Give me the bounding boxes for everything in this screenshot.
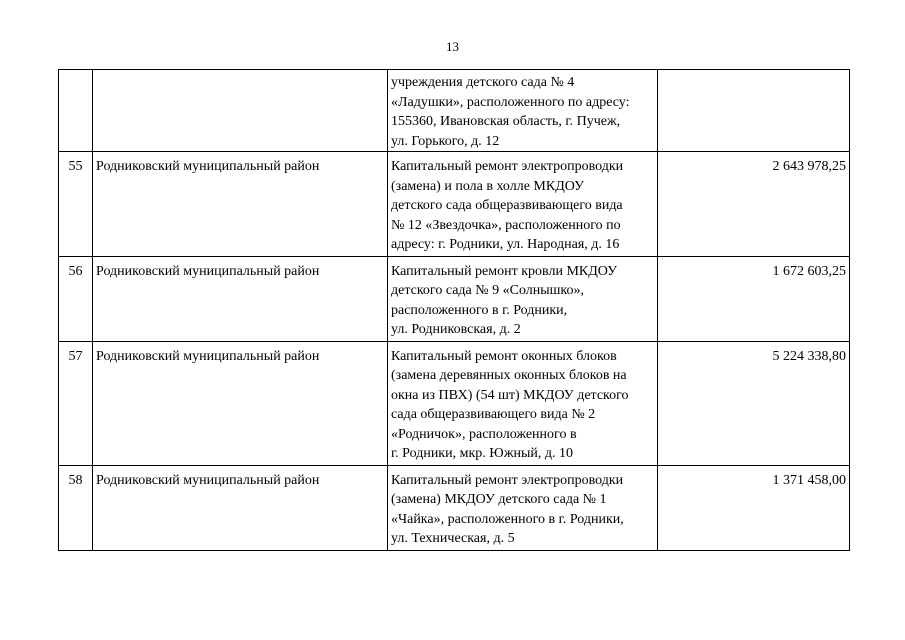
row-district — [93, 70, 388, 152]
row-district: Родниковский муниципальный район — [93, 152, 388, 257]
description-line: детского сада № 9 «Солнышко», — [391, 283, 585, 298]
row-district: Родниковский муниципальный район — [93, 341, 388, 465]
row-description — [388, 70, 658, 152]
description-line: (замена) МКДОУ детского сада № 1 — [391, 492, 607, 507]
description-line: Капитальный ремонт электропроводки — [391, 159, 624, 174]
description-line: 155360, Ивановская область, г. Пучеж, — [391, 114, 621, 129]
description-line: расположенного в г. Родники, — [391, 302, 568, 318]
description-line: Капитальный ремонт оконных блоков — [391, 348, 617, 364]
row-number: 56 — [59, 256, 93, 341]
row-amount — [658, 70, 850, 152]
description-line: «Родничок», расположенного в — [391, 426, 577, 442]
row-description — [388, 341, 658, 465]
row-amount: 2 643 978,25 — [658, 152, 850, 257]
description-line: (замена) и пола в холле МКДОУ — [391, 178, 584, 194]
description-line: «Ладушки», расположенного по адресу: — [391, 94, 630, 110]
description-line: сада общеразвивающего вида № 2 — [391, 407, 596, 422]
row-amount: 5 224 338,80 — [658, 341, 850, 465]
description-line: «Чайка», расположенного в г. Родники, — [391, 511, 624, 527]
description-line: ул. Техническая, д. 5 — [391, 531, 515, 546]
table-row — [59, 465, 850, 550]
description-line: адресу: г. Родники, ул. Народная, д. 16 — [391, 237, 620, 252]
row-amount: 1 371 458,00 — [658, 465, 850, 550]
row-amount: 1 672 603,25 — [658, 256, 850, 341]
row-number: 55 — [59, 152, 93, 257]
table-row — [59, 152, 850, 257]
row-description — [388, 256, 658, 341]
description-line: детского сада общеразвивающего вида — [391, 198, 623, 213]
row-district: Родниковский муниципальный район — [93, 465, 388, 550]
table-row — [59, 256, 850, 341]
row-description — [388, 152, 658, 257]
row-number: 58 — [59, 465, 93, 550]
description-line: Капитальный ремонт электропроводки — [391, 472, 624, 488]
table-row-continuation — [59, 70, 850, 152]
description-line: ул. Горького, д. 12 — [391, 133, 500, 149]
row-district: Родниковский муниципальный район — [93, 256, 388, 341]
table-row — [59, 341, 850, 465]
row-number — [59, 70, 93, 152]
funding-table — [58, 69, 850, 551]
description-line: г. Родники, мкр. Южный, д. 10 — [391, 446, 574, 461]
page-number: 13 — [446, 39, 459, 54]
description-line: (замена деревянных оконных блоков на — [391, 368, 627, 383]
description-line: ул. Родниковская, д. 2 — [391, 322, 521, 337]
row-number: 57 — [59, 341, 93, 465]
description-line: учреждения детского сада № 4 — [391, 75, 575, 90]
row-description — [388, 465, 658, 550]
description-line: № 12 «Звездочка», расположенного по — [391, 217, 621, 233]
description-line: окна из ПВХ) (54 шт) МКДОУ детского — [391, 387, 629, 403]
description-line: Капитальный ремонт кровли МКДОУ — [391, 263, 618, 279]
